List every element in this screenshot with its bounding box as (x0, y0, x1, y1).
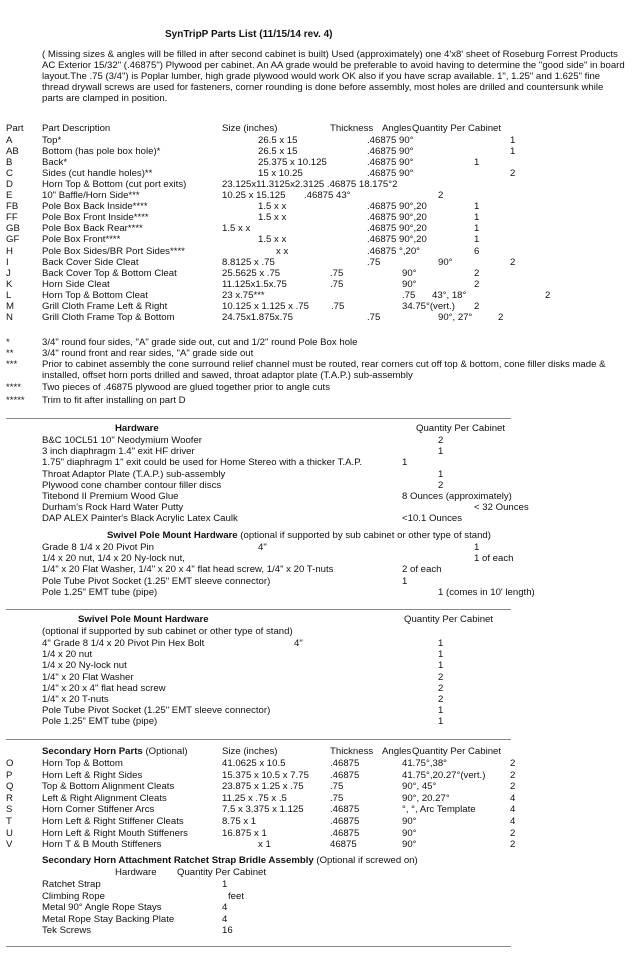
part-size: x 1 (258, 839, 271, 850)
part-letter: A (6, 135, 13, 146)
hardware-quantity: 1 (438, 469, 444, 480)
part-thickness: .75 (330, 793, 344, 804)
divider (6, 418, 511, 419)
header-part: Part (6, 123, 24, 134)
hardware-item: Plywood cone chamber contour filler discs (42, 480, 222, 491)
part-thickness: .46875 90° (367, 157, 414, 168)
divider (6, 946, 511, 947)
part-thickness: .46875 90°,20 (367, 234, 427, 245)
footnote-mark: **** (6, 382, 21, 393)
part-letter: E (6, 190, 13, 201)
ratchet-item: Metal Rope Stay Backing Plate (42, 914, 175, 925)
part-quantity: 2 (474, 301, 480, 312)
part-size: 15 x 10.25 (258, 168, 303, 179)
part-thickness: .46875 (330, 804, 360, 815)
swivel-item: Grade 8 1/4 x 20 Pivot Pin (42, 542, 154, 553)
secondary-optional: (Optional) (145, 746, 188, 757)
part-description: Pole Box Back Rear**** (42, 223, 143, 234)
part-description: Horn Corner Stiffener Arcs (42, 804, 155, 815)
hardware-item: 1.75" diaphragm 1" exit could be used for Home Stereo with a thicker T.A.P. (42, 457, 363, 468)
hardware-item: B&C 10CL51 10" Neodymium Woofer (42, 435, 203, 446)
hardware-item: 3 inch diaphragm 1.4" exit HF driver (42, 446, 195, 457)
part-angles: 43°, 18° (432, 290, 467, 301)
part-size: 24.75x1.875x.75 (222, 312, 293, 323)
part-size: 8.8125 x .75 (222, 257, 275, 268)
ratchet-optional: (Optional if screwed on) (316, 855, 418, 866)
ratchet-col-qty: Quantity Per Cabinet (177, 867, 267, 878)
part-description: Horn Side Cleat (42, 279, 110, 290)
part-letter: S (6, 804, 13, 815)
part-size: 23.125x11.3125x2.3125 .46875 18.175°2 (222, 179, 398, 190)
swivel-item: Pole 1.25" EMT tube (pipe) (42, 587, 158, 598)
footnote-text: 3/4" round four sides, "A" grade side out, cut and 1/2" round Pole Box hole (42, 337, 358, 348)
secondary-header-quantity: Quantity Per Cabinet (412, 746, 502, 757)
part-size: 25.375 x 10.125 (258, 157, 327, 168)
part-description: Horn Left & Right Sides (42, 770, 143, 781)
part-angles: 90°, 27° (438, 312, 473, 323)
part-description: Horn Top & Bottom (42, 758, 123, 769)
part-quantity: 2 (510, 758, 516, 769)
swivel-item: 4" Grade 8 1/4 x 20 Pivot Pin Hex Bolt (42, 638, 205, 649)
ratchet-quantity: 4 (222, 902, 228, 913)
swivel-item: 1/4" x 20 Flat Washer (42, 672, 134, 683)
part-description: Pole Box Back Inside**** (42, 201, 148, 212)
footnote-text: 3/4" round front and rear sides, "A" grade side out (42, 348, 254, 359)
part-angles: 34.75°(vert.) (402, 301, 455, 312)
part-quantity: 1 (474, 212, 480, 223)
hardware-qty-header: Quantity Per Cabinet (416, 423, 506, 434)
part-letter: GF (6, 234, 20, 245)
part-quantity: 2 (438, 190, 444, 201)
swivel1-title: Swivel Pole Mount Hardware (107, 530, 238, 541)
part-size: 11.125x1.5x.75 (222, 279, 287, 290)
part-thickness: .46875 (330, 816, 360, 827)
swivel-item: 1/4 x 20 nut (42, 649, 93, 660)
header-thickness: Thickness (330, 123, 374, 134)
part-size: 10.125 x 1.125 x .75 (222, 301, 309, 312)
part-letter: FF (6, 212, 18, 223)
part-description: Pole Box Front Inside**** (42, 212, 149, 223)
part-size: 8.75 x 1 (222, 816, 257, 827)
part-size: 25.5625 x .75 (222, 268, 281, 279)
part-angles: 90° (402, 279, 417, 290)
part-size: 10.25 x 15.125 (222, 190, 286, 201)
swivel-quantity: 2 (438, 683, 444, 694)
swivel-item: Pole 1.25" EMT tube (pipe) (42, 716, 158, 727)
part-quantity: 2 (498, 312, 504, 323)
swivel2-subtitle: (optional if supported by sub cabinet or other type of stand) (42, 626, 293, 637)
swivel-item: 1/4" x 20 Flat Washer, 1/4" x 20 x 4" flat head screw, 1/4" x 20 T-nuts (42, 564, 334, 575)
part-description: Back Cover Side Cleat (42, 257, 139, 268)
swivel-item: 1/4 x 20 Ny-lock nut (42, 660, 127, 671)
footnote-mark: *** (6, 359, 18, 370)
swivel-size: 4" (294, 638, 303, 649)
part-quantity: 2 (510, 781, 516, 792)
swivel-item: Pole Tube Pivot Socket (1.25" EMT sleeve connector) (42, 705, 271, 716)
ratchet-quantity: 16 (222, 925, 233, 936)
part-size: 7.5 x 3.375 x 1.125 (222, 804, 304, 815)
swivel-item: Pole Tube Pivot Socket (1.25" EMT sleeve connector) (42, 576, 271, 587)
part-letter: N (6, 312, 13, 323)
part-description: Horn Left & Right Stiffener Cleats (42, 816, 184, 827)
footnote-mark: ***** (6, 395, 25, 406)
part-quantity: 6 (474, 246, 480, 257)
part-thickness: .46875 (330, 770, 360, 781)
divider (6, 739, 511, 740)
ratchet-quantity: 1 (222, 879, 228, 890)
footnote-mark: * (6, 337, 10, 348)
part-size: 15.375 x 10.5 x 7.75 (222, 770, 309, 781)
swivel2-qty-header: Quantity Per Cabinet (404, 614, 494, 625)
part-angles: 90° (402, 828, 417, 839)
part-description: Grill Cloth Frame Top & Bottom (42, 312, 175, 323)
header-description: Part Description (42, 123, 111, 134)
part-angles: °, °, Arc Template (402, 804, 476, 815)
swivel2-title: Swivel Pole Mount Hardware (78, 614, 209, 625)
part-thickness: .75 (367, 312, 381, 323)
part-angles: 90° (402, 839, 417, 850)
part-size: 1.5 x x (258, 212, 287, 223)
hardware-quantity: < 32 Ounces (474, 502, 529, 513)
part-size: 23 x.75*** (222, 290, 265, 301)
part-thickness: .46875 (330, 828, 360, 839)
footnote-text: Prior to cabinet assembly the cone surround relief channel must be routed, rear corners cut off top & bottom, cone filler disks made & installed, offset horn ports drilled and sawed, throat adaptor plate (T.A.P.) sub-assembly (42, 359, 606, 381)
part-description: Pole Box Front**** (42, 234, 121, 245)
swivel-quantity: 1 (402, 576, 408, 587)
part-thickness: .46875 90° (367, 135, 414, 146)
part-letter: I (6, 257, 9, 268)
swivel-quantity: 1 (438, 649, 444, 660)
ratchet-item: Climbing Rope (42, 891, 105, 902)
part-letter: O (6, 758, 14, 769)
hardware-quantity: 1 (402, 457, 408, 468)
part-angles: 90° (402, 816, 417, 827)
part-quantity: 4 (510, 793, 516, 804)
part-size: 26.5 x 15 (258, 135, 298, 146)
part-size: 23.875 x 1.25 x .75 (222, 781, 304, 792)
part-letter: T (6, 816, 12, 827)
swivel-item: 1/4" x 20 x 4" flat head screw (42, 683, 166, 694)
part-description: 10" Baffle/Horn Side*** (42, 190, 140, 201)
part-quantity: 2 (510, 168, 516, 179)
intro-paragraph: ( Missing sizes & angles will be filled in after second cabinet is built) Used (approximately) one 4'x8' sheet of Roseburg Forrest Products AC Exterior 15/32" (.46875") Plywood per cabinet. An AA grade would be preferable to avoid having to determine the "good side" in board layout.The .75 (3/4") is Poplar lumber, high grade plywood would work OK also if you have scrap available. 1", 1.25" and 1.625" fine thread drywall screws are used for fasteners, corner rounding is done before assembly, most holes are drilled and countersunk while parts are clamped in position. (42, 49, 625, 104)
part-size: 1.5 x x (258, 201, 287, 212)
part-angles: 90° (438, 257, 453, 268)
part-thickness: .75 (330, 279, 344, 290)
part-thickness: .46875 90° (367, 146, 414, 157)
header-angles: Angles (382, 123, 412, 134)
swivel-quantity: 2 of each (402, 564, 442, 575)
secondary-header-angles: Angles (382, 746, 412, 757)
part-letter: V (6, 839, 13, 850)
part-letter: Q (6, 781, 14, 792)
part-thickness: 46875 (330, 839, 357, 850)
part-letter: GB (6, 223, 20, 234)
hardware-item: DAP ALEX Painter's Black Acrylic Latex Caulk (42, 513, 238, 524)
hardware-item: Titebond II Premium Wood Glue (42, 491, 179, 502)
part-quantity: 2 (510, 257, 516, 268)
part-description: Top* (42, 135, 62, 146)
swivel-quantity: 1 (438, 660, 444, 671)
swivel-item: 1/4 x 20 nut, 1/4 x 20 Ny-lock nut, (42, 553, 185, 564)
ratchet-item: Ratchet Strap (42, 879, 101, 890)
part-description: Grill Cloth Frame Left & Right (42, 301, 168, 312)
part-quantity: 2 (510, 770, 516, 781)
part-quantity: 4 (510, 804, 516, 815)
swivel-quantity: 1 (474, 542, 480, 553)
part-quantity: 1 (474, 234, 480, 245)
part-angles: 90° (402, 268, 417, 279)
swivel-quantity: 1 (438, 705, 444, 716)
part-thickness: .46875 (330, 758, 360, 769)
part-thickness: .75 (367, 257, 381, 268)
part-quantity: 1 (474, 157, 480, 168)
part-description: Top & Bottom Alignment Cleats (42, 781, 175, 792)
part-size: x x (276, 246, 289, 257)
swivel-quantity: 1 (438, 638, 444, 649)
part-letter: R (6, 793, 13, 804)
swivel-quantity: 2 (438, 694, 444, 705)
part-thickness: .75 (330, 268, 344, 279)
part-quantity: 2 (474, 279, 480, 290)
part-thickness: .46875 90°,20 (367, 201, 427, 212)
part-quantity: 2 (474, 268, 480, 279)
footnote-text: Two pieces of .46875 plywood are glued together prior to angle cuts (42, 382, 330, 393)
secondary-header-thickness: Thickness (330, 746, 374, 757)
secondary-header-size: Size (inches) (222, 746, 278, 757)
hardware-quantity: 2 (438, 480, 444, 491)
swivel1-heading (107, 530, 491, 541)
part-description: Bottom (has pole box hole)* (42, 146, 161, 157)
part-quantity: 2 (510, 839, 516, 850)
swivel1-subtitle: (optional if supported by sub cabinet or other type of stand) (240, 530, 491, 541)
part-angles: 90°, 45° (402, 781, 437, 792)
part-quantity: 1 (474, 223, 480, 234)
swivel-quantity: 2 (438, 672, 444, 683)
swivel-quantity: 1 of each (474, 553, 514, 564)
part-description: Sides (cut handle holes)** (42, 168, 153, 179)
part-description: Pole Box Sides/BR Port Sides**** (42, 246, 185, 257)
header-size: Size (inches) (222, 123, 278, 134)
part-size: 11.25 x .75 x .5 (222, 793, 287, 804)
part-letter: D (6, 179, 13, 190)
part-size: 41.0625 x 10.5 (222, 758, 286, 769)
ratchet-item: Metal 90° Angle Rope Stays (42, 902, 162, 913)
part-size: 16.875 x 1 (222, 828, 267, 839)
part-letter: FB (6, 201, 19, 212)
part-letter: AB (6, 146, 19, 157)
ratchet-item: Tek Screws (42, 925, 92, 936)
part-description: Left & Right Alignment Cleats (42, 793, 167, 804)
part-thickness: .75 (330, 781, 344, 792)
part-description: Back Cover Top & Bottom Cleat (42, 268, 177, 279)
part-quantity: 2 (510, 828, 516, 839)
part-letter: L (6, 290, 12, 301)
part-letter: J (6, 268, 11, 279)
ratchet-quantity: 4 (222, 914, 228, 925)
part-thickness: .75 (331, 301, 345, 312)
part-angles: 90°, 20.27° (402, 793, 450, 804)
header-quantity: Quantity Per Cabinet (412, 123, 502, 134)
ratchet-heading (42, 855, 418, 866)
swivel-quantity: 1 (comes in 10' length) (438, 587, 535, 598)
part-description: Horn Left & Right Mouth Stiffeners (42, 828, 188, 839)
divider (6, 609, 511, 610)
document-title: SynTripP Parts List (11/15/14 rev. 4) (165, 29, 333, 40)
ratchet-title: Secondary Horn Attachment Ratchet Strap Bridle Assembly (42, 855, 314, 866)
part-letter: K (6, 279, 13, 290)
part-angles: 41.75°,20.27°(vert.) (402, 770, 486, 781)
part-description: Back* (42, 157, 68, 168)
secondary-heading (42, 746, 188, 757)
part-quantity: 1 (510, 135, 516, 146)
hardware-quantity: <10.1 Ounces (402, 513, 463, 524)
ratchet-quantity: feet (228, 891, 245, 902)
part-quantity: 1 (474, 201, 480, 212)
hardware-item: Durham's Rock Hard Water Putty (42, 502, 184, 513)
ratchet-col-hardware: Hardware (115, 867, 157, 878)
part-size: 1.5 x x (222, 223, 251, 234)
part-angles: 41.75°,38° (402, 758, 448, 769)
part-description: Horn Top & Bottom Cleat (42, 290, 148, 301)
swivel-quantity: 1 (438, 716, 444, 727)
part-size: 1.5 x x (258, 234, 287, 245)
hardware-quantity: 8 Ounces (approximately) (402, 491, 512, 502)
part-letter: H (6, 246, 13, 257)
footnote-text: Trim to fit after installing on part D (42, 395, 186, 406)
secondary-title: Secondary Horn Parts (42, 746, 143, 757)
hardware-item: Throat Adaptor Plate (T.A.P.) sub-assembly (42, 469, 226, 480)
swivel-size: 4" (258, 542, 267, 553)
part-size: 26.5 x 15 (258, 146, 298, 157)
hardware-quantity: 1 (438, 446, 444, 457)
part-thickness: .46875 90°,20 (367, 223, 427, 234)
swivel-item: 1/4" x 20 T-nuts (42, 694, 109, 705)
part-letter: M (6, 301, 14, 312)
part-thickness: .46875 90° (367, 168, 414, 179)
part-thickness: .75 (402, 290, 416, 301)
hardware-quantity: 2 (438, 435, 444, 446)
part-thickness: .46875 °,20° (367, 246, 421, 257)
footnote-mark: ** (6, 348, 14, 359)
part-letter: C (6, 168, 13, 179)
part-letter: U (6, 828, 13, 839)
part-thickness: .46875 90°,20 (367, 212, 427, 223)
part-quantity: 1 (510, 146, 516, 157)
part-thickness: .46875 43° (304, 190, 351, 201)
part-letter: B (6, 157, 13, 168)
part-quantity: 2 (545, 290, 551, 301)
part-quantity: 4 (510, 816, 516, 827)
part-description: Horn T & B Mouth Stiffeners (42, 839, 162, 850)
hardware-title: Hardware (115, 423, 159, 434)
part-description: Horn Top & Bottom (cut port exits) (42, 179, 187, 190)
part-letter: P (6, 770, 13, 781)
